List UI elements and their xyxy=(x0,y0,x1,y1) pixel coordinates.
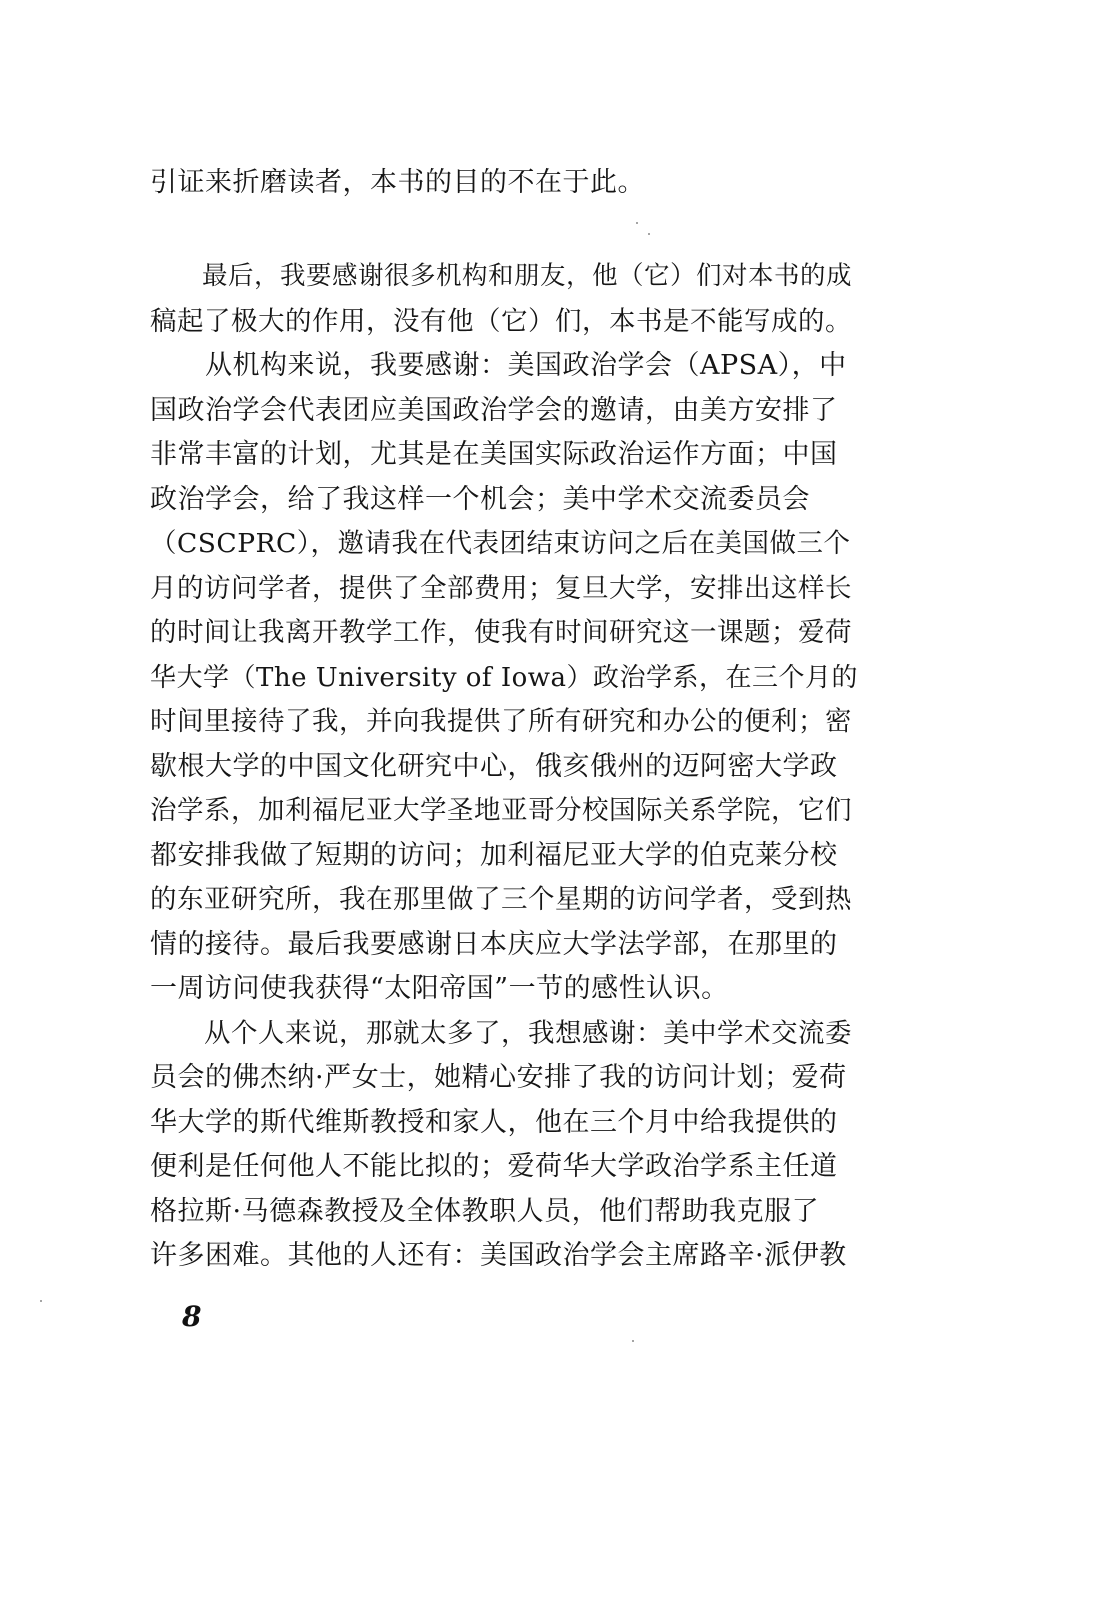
scan-speck xyxy=(636,222,638,224)
scan-speck xyxy=(40,1300,42,1302)
text-line-16: 的东亚研究所，我在那里做了三个星期的访问学者，受到热 xyxy=(150,884,852,915)
text-line-7: 政治学会，给了我这样一个机会；美中学术交流委员会 xyxy=(150,484,810,515)
text-line-9: 月的访问学者，提供了全部费用；复旦大学，安排出这样长 xyxy=(150,573,852,604)
text-line-6: 非常丰富的计划，尤其是在美国实际政治运作方面；中国 xyxy=(150,439,838,470)
scan-speck xyxy=(632,1340,634,1342)
text-line-20: 员会的佛杰纳·严女士，她精心安排了我的访问计划；爱荷 xyxy=(150,1062,847,1093)
text-line-10: 的时间让我离开教学工作，使我有时间研究这一课题；爱荷 xyxy=(150,617,852,648)
text-line-22: 便利是任何他人不能比拟的；爱荷华大学政治学系主任道 xyxy=(150,1151,838,1182)
text-line-24: 许多困难。其他的人还有：美国政治学会主席路辛·派伊教 xyxy=(150,1240,847,1271)
text-line-15: 都安排我做了短期的访问；加利福尼亚大学的伯克莱分校 xyxy=(150,840,838,871)
text-line-13: 歇根大学的中国文化研究中心，俄亥俄州的迈阿密大学政 xyxy=(150,751,838,782)
text-line-5: 国政治学会代表团应美国政治学会的邀请，由美方安排了 xyxy=(150,395,838,426)
text-line-17: 情的接待。最后我要感谢日本庆应大学法学部，在那里的 xyxy=(150,929,838,960)
text-line-4: 从机构来说，我要感谢：美国政治学会（APSA），中 xyxy=(150,350,847,381)
text-line-19: 从个人来说，那就太多了，我想感谢：美中学术交流委 xyxy=(150,1018,852,1049)
text-line-18: 一周访问使我获得“太阳帝国”一节的感性认识。 xyxy=(150,973,729,1004)
text-line-3: 稿起了极大的作用，没有他（它）们，本书是不能写成的。 xyxy=(150,306,852,337)
text-line-12: 时间里接待了我，并向我提供了所有研究和办公的便利；密 xyxy=(150,706,852,737)
text-line-2: 最后，我要感谢很多机构和朋友，他（它）们对本书的成 xyxy=(150,261,853,291)
text-line-1: 引证来折磨读者，本书的目的不在于此。 xyxy=(150,167,645,198)
scan-speck xyxy=(648,233,650,235)
text-line-8: （CSCPRC），邀请我在代表团结束访问之后在美国做三个 xyxy=(150,528,851,559)
text-line-14: 治学系，加利福尼亚大学圣地亚哥分校国际关系学院，它们 xyxy=(150,795,852,826)
page-number: 8 xyxy=(182,1300,202,1333)
text-line-23: 格拉斯·马德森教授及全体教职人员，他们帮助我克服了 xyxy=(150,1196,820,1227)
text-line-21: 华大学的斯代维斯教授和家人，他在三个月中给我提供的 xyxy=(150,1107,838,1138)
text-line-11: 华大学（The University of Iowa）政治学系，在三个月的 xyxy=(150,663,858,693)
